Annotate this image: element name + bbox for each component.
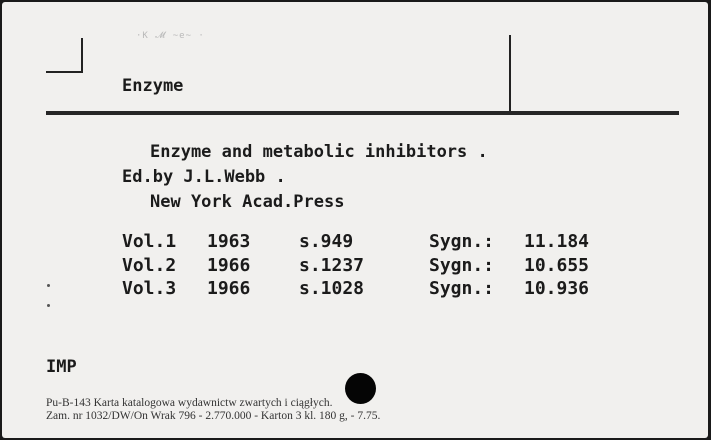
corner-mark-vertical (81, 38, 83, 72)
volume-number: Vol.1 (122, 231, 177, 252)
signature-value: 10.655 (524, 255, 590, 276)
signature-label: Sygn.: (429, 255, 495, 276)
corner-mark-horizontal (46, 71, 83, 73)
volume-year: 1966 (207, 278, 251, 299)
printer-footer-line-1: Pu-B-143 Karta katalogowa wydawnictw zwartych i ciągłych. (46, 397, 333, 409)
volume-pages: s.949 (299, 231, 354, 252)
header-divider (509, 35, 511, 113)
signature-value: 10.936 (524, 278, 590, 299)
volume-number: Vol.2 (122, 255, 177, 276)
punch-hole (345, 373, 376, 404)
imp-label: IMP (46, 357, 77, 377)
book-publisher: New York Acad.Press (150, 192, 345, 212)
card-heading: Enzyme (122, 76, 184, 96)
header-rule (46, 111, 679, 115)
volume-pages: s.1237 (299, 255, 365, 276)
volume-pages: s.1028 (299, 278, 365, 299)
printer-footer-line-2: Zam. nr 1032/DW/On Wrak 796 - 2.770.000 - Karton 3 kl. 180 g, - 7.75. (46, 410, 381, 422)
volume-year: 1963 (207, 231, 251, 252)
faint-marking: ·K 𝓜 ~e~ · (136, 31, 205, 41)
volume-year: 1966 (207, 255, 251, 276)
stray-dot (47, 284, 50, 287)
volume-number: Vol.3 (122, 278, 177, 299)
stray-dot (47, 304, 50, 307)
signature-label: Sygn.: (429, 278, 495, 299)
signature-value: 11.184 (524, 231, 590, 252)
catalog-card (2, 2, 708, 438)
book-editor: Ed.by J.L.Webb . (122, 167, 286, 187)
book-title: Enzyme and metabolic inhibitors . (150, 142, 488, 162)
signature-label: Sygn.: (429, 231, 495, 252)
